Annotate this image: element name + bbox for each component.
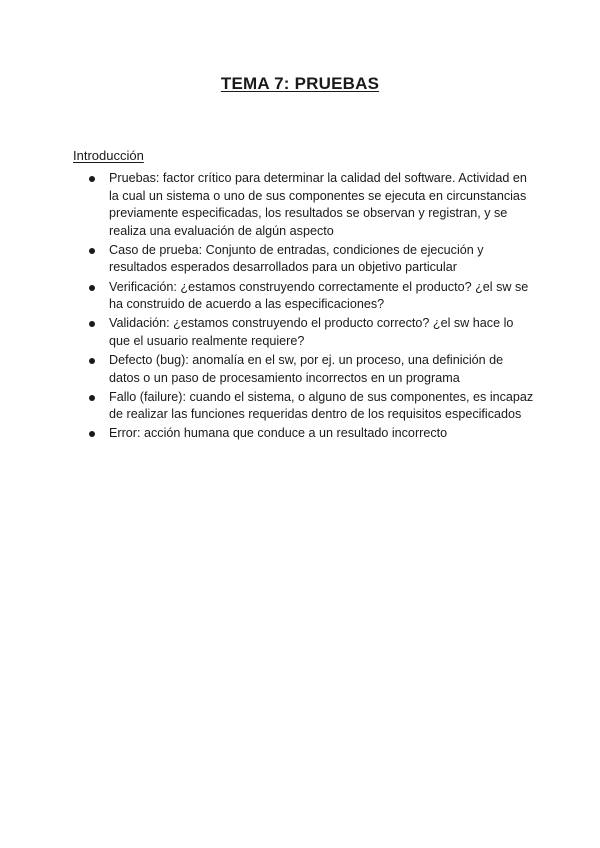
list-item-text: Defecto (bug): anomalía en el sw, por ej. un proceso, una definición de datos o un paso de procesamiento incorrectos en un programa [109, 352, 504, 385]
list-item-text: Verificación: ¿estamos construyendo correctamente el producto? ¿el sw se ha construido de acuerdo a las especificaciones? [109, 279, 529, 312]
bullet-icon [89, 248, 95, 254]
bullet-icon [89, 285, 95, 291]
section-heading: Introducción [73, 148, 144, 163]
list-item [86, 279, 536, 314]
list-item [86, 170, 536, 240]
list-item-text: Validación: ¿estamos construyendo el producto correcto? ¿el sw hace lo que el usuario realmente requiere? [109, 316, 514, 348]
list-item [86, 425, 536, 443]
list-item [86, 389, 536, 424]
list-item [86, 352, 536, 387]
bullet-icon [89, 176, 95, 182]
bullet-icon [89, 395, 95, 401]
list-item-text: Caso de prueba: Conjunto de entradas, condiciones de ejecución y resultados esperados desarrollados para un objetivo particular [109, 242, 484, 275]
bullet-icon [89, 431, 95, 437]
list-item-text: Pruebas: factor crítico para determinar la calidad del software. Actividad en la cual un sistema o uno de sus componentes se ejecuta en circunstancias previamente especificadas, los resultados se observan y registran, y se realiza una evaluación de algún aspecto [109, 171, 527, 238]
list-item [86, 315, 536, 350]
list-item-text: Fallo (failure): cuando el sistema, o alguno de sus componentes, es incapaz de realizar las funciones requeridas dentro de los requisitos especificados [109, 389, 534, 422]
bullet-list [86, 170, 536, 444]
list-item-text: Error: acción humana que conduce a un resultado incorrecto [109, 426, 448, 441]
bullet-icon [89, 358, 95, 364]
document-title: TEMA 7: PRUEBAS [220, 74, 380, 93]
list-item [86, 242, 536, 277]
bullet-icon [89, 321, 95, 327]
